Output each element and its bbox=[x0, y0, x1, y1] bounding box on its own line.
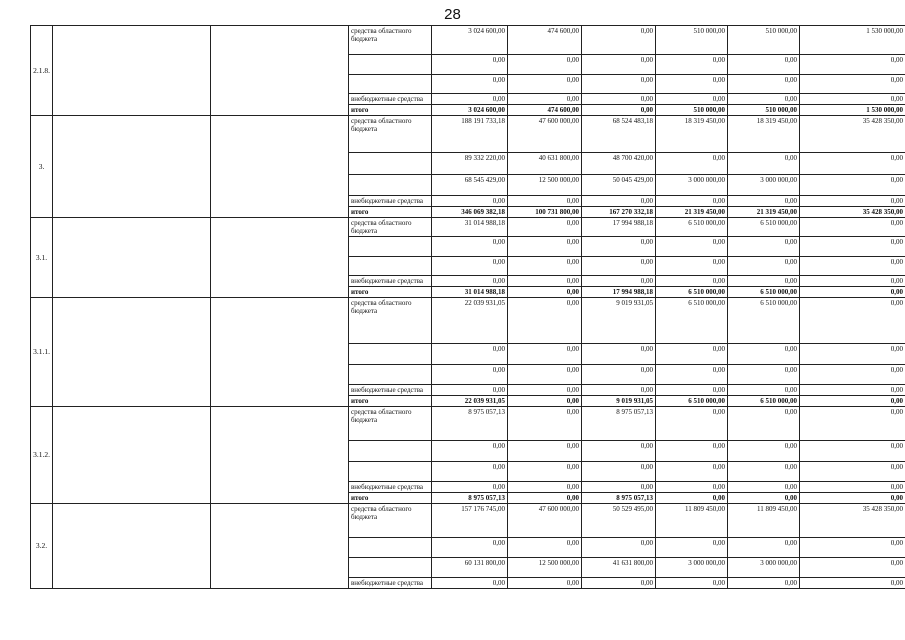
amount-cell: 0,00 bbox=[728, 365, 800, 385]
item-title bbox=[53, 218, 211, 298]
funding-source bbox=[349, 175, 432, 196]
amount-cell: 6 510 000,00 bbox=[656, 396, 728, 407]
funding-source bbox=[349, 344, 432, 365]
amount-cell: 0,00 bbox=[728, 75, 800, 94]
amount-cell: 0,00 bbox=[508, 396, 582, 407]
amount-cell: 0,00 bbox=[508, 276, 582, 287]
amount-cell: 0,00 bbox=[728, 94, 800, 105]
amount-cell: 0,00 bbox=[728, 407, 800, 441]
amount-cell: 0,00 bbox=[800, 493, 905, 504]
amount-cell: 0,00 bbox=[728, 538, 800, 558]
amount-cell: 474 600,00 bbox=[508, 105, 582, 116]
amount-cell: 0,00 bbox=[800, 94, 905, 105]
amount-cell: 0,00 bbox=[728, 578, 800, 589]
amount-cell: 0,00 bbox=[656, 55, 728, 75]
item-code: 3.1. bbox=[31, 218, 53, 298]
amount-cell: 0,00 bbox=[728, 276, 800, 287]
amount-cell: 0,00 bbox=[582, 365, 656, 385]
amount-cell: 0,00 bbox=[508, 385, 582, 396]
amount-cell: 0,00 bbox=[656, 257, 728, 276]
amount-cell: 0,00 bbox=[656, 153, 728, 175]
amount-cell: 0,00 bbox=[800, 153, 905, 175]
amount-cell: 35 428 350,00 bbox=[800, 116, 905, 153]
amount-cell: 0,00 bbox=[508, 493, 582, 504]
amount-cell: 12 500 000,00 bbox=[508, 558, 582, 578]
amount-cell: 21 319 450,00 bbox=[656, 207, 728, 218]
funding-source: внебюджетные средства bbox=[349, 94, 432, 105]
amount-cell: 0,00 bbox=[728, 257, 800, 276]
item-code: 3.1.2. bbox=[31, 407, 53, 504]
amount-cell: 8 975 057,13 bbox=[432, 493, 508, 504]
amount-cell: 0,00 bbox=[508, 287, 582, 298]
amount-cell: 50 529 495,00 bbox=[582, 504, 656, 538]
amount-cell: 0,00 bbox=[728, 196, 800, 207]
amount-cell: 0,00 bbox=[728, 237, 800, 257]
amount-cell: 100 731 800,00 bbox=[508, 207, 582, 218]
table-row bbox=[31, 26, 905, 55]
funding-source: средства областного бюджета bbox=[349, 218, 432, 237]
amount-cell: 0,00 bbox=[656, 385, 728, 396]
amount-cell: 17 994 988,18 bbox=[582, 218, 656, 237]
amount-cell: 0,00 bbox=[728, 385, 800, 396]
amount-cell: 8 975 057,13 bbox=[432, 407, 508, 441]
amount-cell: 50 045 429,00 bbox=[582, 175, 656, 196]
funding-source bbox=[349, 55, 432, 75]
amount-cell: 0,00 bbox=[432, 257, 508, 276]
amount-cell: 47 600 000,00 bbox=[508, 116, 582, 153]
amount-cell: 3 000 000,00 bbox=[728, 175, 800, 196]
funding-source: итого bbox=[349, 207, 432, 218]
funding-source: итого bbox=[349, 396, 432, 407]
amount-cell: 0,00 bbox=[508, 298, 582, 344]
amount-cell: 0,00 bbox=[656, 407, 728, 441]
amount-cell: 510 000,00 bbox=[728, 105, 800, 116]
amount-cell: 474 600,00 bbox=[508, 26, 582, 55]
amount-cell: 6 510 000,00 bbox=[728, 287, 800, 298]
amount-cell: 0,00 bbox=[656, 276, 728, 287]
amount-cell: 0,00 bbox=[800, 237, 905, 257]
amount-cell: 0,00 bbox=[728, 493, 800, 504]
funding-source: средства областного бюджета bbox=[349, 504, 432, 538]
amount-cell: 12 500 000,00 bbox=[508, 175, 582, 196]
amount-cell: 0,00 bbox=[800, 257, 905, 276]
amount-cell: 0,00 bbox=[800, 482, 905, 493]
amount-cell: 157 176 745,00 bbox=[432, 504, 508, 538]
amount-cell: 510 000,00 bbox=[728, 26, 800, 55]
amount-cell: 6 510 000,00 bbox=[656, 218, 728, 237]
amount-cell: 6 510 000,00 bbox=[728, 396, 800, 407]
amount-cell: 0,00 bbox=[508, 482, 582, 493]
amount-cell: 0,00 bbox=[582, 257, 656, 276]
amount-cell: 0,00 bbox=[582, 196, 656, 207]
funding-source: внебюджетные средства bbox=[349, 276, 432, 287]
amount-cell: 0,00 bbox=[800, 196, 905, 207]
amount-cell: 6 510 000,00 bbox=[656, 298, 728, 344]
amount-cell: 0,00 bbox=[432, 385, 508, 396]
amount-cell: 0,00 bbox=[800, 298, 905, 344]
amount-cell: 60 131 800,00 bbox=[432, 558, 508, 578]
amount-cell: 21 319 450,00 bbox=[728, 207, 800, 218]
amount-cell: 3 024 600,00 bbox=[432, 26, 508, 55]
funding-source: внебюджетные средства bbox=[349, 385, 432, 396]
funding-source: средства областного бюджета bbox=[349, 407, 432, 441]
amount-cell: 0,00 bbox=[582, 276, 656, 287]
amount-cell: 0,00 bbox=[656, 94, 728, 105]
funding-source bbox=[349, 75, 432, 94]
table-row bbox=[31, 116, 905, 153]
funding-source: внебюджетные средства bbox=[349, 578, 432, 589]
amount-cell: 0,00 bbox=[728, 55, 800, 75]
item-executor bbox=[211, 298, 349, 407]
amount-cell: 510 000,00 bbox=[656, 105, 728, 116]
amount-cell: 22 039 931,05 bbox=[432, 396, 508, 407]
amount-cell: 0,00 bbox=[582, 26, 656, 55]
amount-cell: 0,00 bbox=[800, 558, 905, 578]
amount-cell: 0,00 bbox=[582, 75, 656, 94]
amount-cell: 0,00 bbox=[656, 482, 728, 493]
budget-table bbox=[30, 25, 905, 589]
amount-cell: 6 510 000,00 bbox=[656, 287, 728, 298]
amount-cell: 0,00 bbox=[656, 196, 728, 207]
amount-cell: 41 631 800,00 bbox=[582, 558, 656, 578]
amount-cell: 0,00 bbox=[800, 441, 905, 462]
amount-cell: 9 019 931,05 bbox=[582, 298, 656, 344]
amount-cell: 0,00 bbox=[656, 237, 728, 257]
amount-cell: 0,00 bbox=[508, 462, 582, 482]
funding-source: средства областного бюджета bbox=[349, 26, 432, 55]
table-row bbox=[31, 407, 905, 441]
amount-cell: 0,00 bbox=[800, 175, 905, 196]
amount-cell: 0,00 bbox=[582, 538, 656, 558]
amount-cell: 0,00 bbox=[728, 441, 800, 462]
amount-cell: 0,00 bbox=[656, 441, 728, 462]
amount-cell: 6 510 000,00 bbox=[728, 218, 800, 237]
amount-cell: 0,00 bbox=[508, 94, 582, 105]
amount-cell: 0,00 bbox=[508, 344, 582, 365]
item-code: 3.1.1. bbox=[31, 298, 53, 407]
amount-cell: 1 530 000,00 bbox=[800, 26, 905, 55]
amount-cell: 35 428 350,00 bbox=[800, 207, 905, 218]
amount-cell: 0,00 bbox=[656, 365, 728, 385]
amount-cell: 0,00 bbox=[728, 153, 800, 175]
amount-cell: 0,00 bbox=[508, 196, 582, 207]
amount-cell: 0,00 bbox=[582, 385, 656, 396]
amount-cell: 0,00 bbox=[582, 105, 656, 116]
funding-source: внебюджетные средства bbox=[349, 196, 432, 207]
table-row bbox=[31, 218, 905, 237]
amount-cell: 0,00 bbox=[508, 538, 582, 558]
funding-source bbox=[349, 441, 432, 462]
amount-cell: 31 014 988,18 bbox=[432, 287, 508, 298]
amount-cell: 9 019 931,05 bbox=[582, 396, 656, 407]
funding-source bbox=[349, 558, 432, 578]
amount-cell: 0,00 bbox=[432, 237, 508, 257]
table-row bbox=[31, 504, 905, 538]
amount-cell: 0,00 bbox=[508, 257, 582, 276]
amount-cell: 3 000 000,00 bbox=[656, 558, 728, 578]
amount-cell: 346 069 382,18 bbox=[432, 207, 508, 218]
amount-cell: 0,00 bbox=[432, 365, 508, 385]
amount-cell: 0,00 bbox=[582, 462, 656, 482]
amount-cell: 0,00 bbox=[508, 237, 582, 257]
item-code: 2.1.8. bbox=[31, 26, 53, 116]
funding-source: итого bbox=[349, 105, 432, 116]
amount-cell: 35 428 350,00 bbox=[800, 504, 905, 538]
amount-cell: 0,00 bbox=[508, 75, 582, 94]
amount-cell: 0,00 bbox=[432, 75, 508, 94]
amount-cell: 48 700 420,00 bbox=[582, 153, 656, 175]
funding-source: средства областного бюджета bbox=[349, 298, 432, 344]
amount-cell: 0,00 bbox=[432, 276, 508, 287]
amount-cell: 0,00 bbox=[656, 462, 728, 482]
item-title bbox=[53, 407, 211, 504]
amount-cell: 0,00 bbox=[508, 365, 582, 385]
amount-cell: 68 545 429,00 bbox=[432, 175, 508, 196]
amount-cell: 0,00 bbox=[728, 462, 800, 482]
funding-source bbox=[349, 257, 432, 276]
amount-cell: 0,00 bbox=[432, 196, 508, 207]
amount-cell: 0,00 bbox=[432, 441, 508, 462]
amount-cell: 0,00 bbox=[800, 55, 905, 75]
amount-cell: 0,00 bbox=[582, 578, 656, 589]
amount-cell: 0,00 bbox=[582, 55, 656, 75]
amount-cell: 0,00 bbox=[800, 538, 905, 558]
amount-cell: 0,00 bbox=[656, 344, 728, 365]
item-title bbox=[53, 26, 211, 116]
amount-cell: 0,00 bbox=[432, 482, 508, 493]
funding-source bbox=[349, 538, 432, 558]
amount-cell: 0,00 bbox=[582, 482, 656, 493]
amount-cell: 89 332 220,00 bbox=[432, 153, 508, 175]
amount-cell: 0,00 bbox=[800, 462, 905, 482]
amount-cell: 0,00 bbox=[508, 218, 582, 237]
amount-cell: 0,00 bbox=[582, 344, 656, 365]
amount-cell: 0,00 bbox=[432, 538, 508, 558]
amount-cell: 0,00 bbox=[508, 407, 582, 441]
amount-cell: 0,00 bbox=[432, 578, 508, 589]
amount-cell: 0,00 bbox=[800, 365, 905, 385]
amount-cell: 18 319 450,00 bbox=[656, 116, 728, 153]
amount-cell: 3 000 000,00 bbox=[656, 175, 728, 196]
amount-cell: 0,00 bbox=[508, 578, 582, 589]
amount-cell: 22 039 931,05 bbox=[432, 298, 508, 344]
budget-table-body bbox=[31, 26, 905, 589]
amount-cell: 0,00 bbox=[800, 578, 905, 589]
amount-cell: 0,00 bbox=[800, 344, 905, 365]
amount-cell: 0,00 bbox=[432, 344, 508, 365]
amount-cell: 6 510 000,00 bbox=[728, 298, 800, 344]
funding-source: итого bbox=[349, 287, 432, 298]
amount-cell: 0,00 bbox=[656, 493, 728, 504]
amount-cell: 8 975 057,13 bbox=[582, 407, 656, 441]
amount-cell: 0,00 bbox=[508, 441, 582, 462]
item-code: 3.2. bbox=[31, 504, 53, 589]
amount-cell: 510 000,00 bbox=[656, 26, 728, 55]
amount-cell: 0,00 bbox=[800, 385, 905, 396]
table-row bbox=[31, 298, 905, 344]
item-executor bbox=[211, 407, 349, 504]
amount-cell: 0,00 bbox=[656, 75, 728, 94]
amount-cell: 40 631 800,00 bbox=[508, 153, 582, 175]
amount-cell: 0,00 bbox=[432, 462, 508, 482]
funding-source bbox=[349, 153, 432, 175]
amount-cell: 0,00 bbox=[800, 75, 905, 94]
amount-cell: 0,00 bbox=[582, 94, 656, 105]
amount-cell: 0,00 bbox=[656, 578, 728, 589]
amount-cell: 0,00 bbox=[800, 407, 905, 441]
item-executor bbox=[211, 116, 349, 218]
amount-cell: 1 530 000,00 bbox=[800, 105, 905, 116]
amount-cell: 0,00 bbox=[508, 55, 582, 75]
funding-source bbox=[349, 365, 432, 385]
page-number: 28 bbox=[444, 6, 461, 23]
funding-source: внебюджетные средства bbox=[349, 482, 432, 493]
amount-cell: 18 319 450,00 bbox=[728, 116, 800, 153]
item-executor bbox=[211, 504, 349, 589]
amount-cell: 0,00 bbox=[800, 276, 905, 287]
item-code: 3. bbox=[31, 116, 53, 218]
item-title bbox=[53, 116, 211, 218]
amount-cell: 0,00 bbox=[800, 218, 905, 237]
amount-cell: 11 809 450,00 bbox=[728, 504, 800, 538]
amount-cell: 47 600 000,00 bbox=[508, 504, 582, 538]
amount-cell: 0,00 bbox=[582, 237, 656, 257]
amount-cell: 0,00 bbox=[800, 396, 905, 407]
item-title bbox=[53, 504, 211, 589]
amount-cell: 8 975 057,13 bbox=[582, 493, 656, 504]
item-executor bbox=[211, 26, 349, 116]
amount-cell: 0,00 bbox=[728, 482, 800, 493]
funding-source: итого bbox=[349, 493, 432, 504]
amount-cell: 68 524 483,18 bbox=[582, 116, 656, 153]
item-executor bbox=[211, 218, 349, 298]
amount-cell: 188 191 733,18 bbox=[432, 116, 508, 153]
amount-cell: 3 000 000,00 bbox=[728, 558, 800, 578]
amount-cell: 0,00 bbox=[800, 287, 905, 298]
funding-source bbox=[349, 462, 432, 482]
amount-cell: 0,00 bbox=[582, 441, 656, 462]
amount-cell: 31 014 988,18 bbox=[432, 218, 508, 237]
amount-cell: 0,00 bbox=[432, 94, 508, 105]
item-title bbox=[53, 298, 211, 407]
amount-cell: 0,00 bbox=[656, 538, 728, 558]
amount-cell: 167 270 332,18 bbox=[582, 207, 656, 218]
funding-source bbox=[349, 237, 432, 257]
amount-cell: 17 994 988,18 bbox=[582, 287, 656, 298]
amount-cell: 0,00 bbox=[728, 344, 800, 365]
funding-source: средства областного бюджета bbox=[349, 116, 432, 153]
amount-cell: 0,00 bbox=[432, 55, 508, 75]
amount-cell: 3 024 600,00 bbox=[432, 105, 508, 116]
amount-cell: 11 809 450,00 bbox=[656, 504, 728, 538]
